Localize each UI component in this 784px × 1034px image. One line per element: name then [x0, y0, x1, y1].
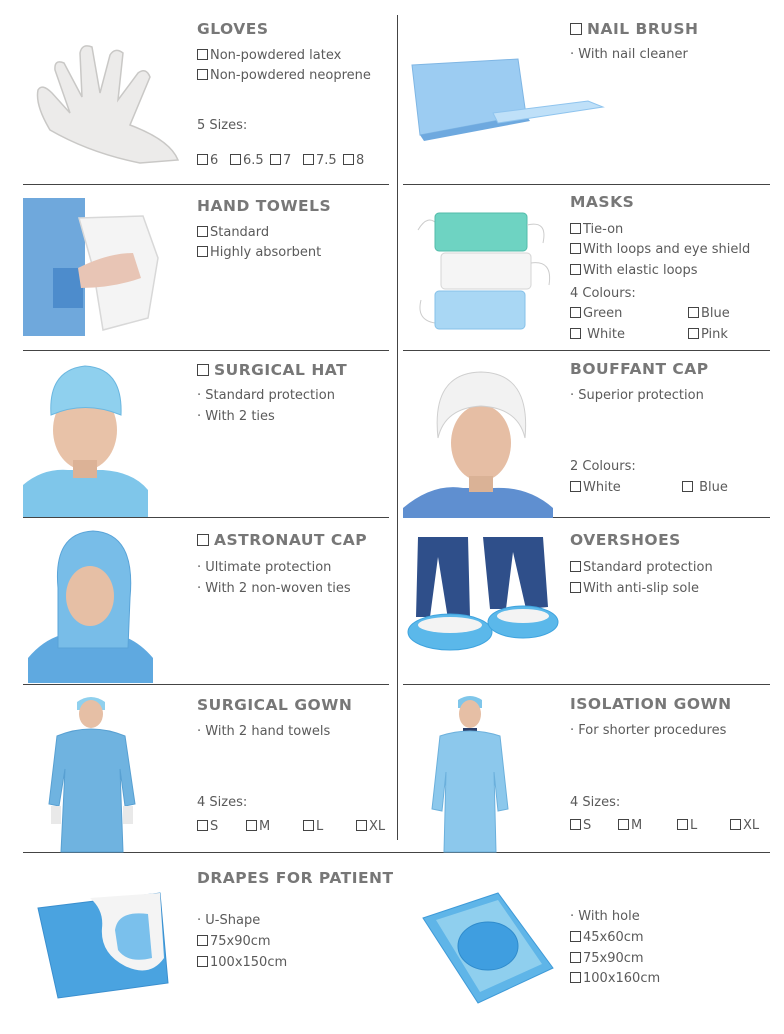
- hole-drape-image: [418, 888, 558, 1008]
- checkbox[interactable]: [343, 154, 354, 165]
- bouffant-colour-blue[interactable]: Blue: [682, 480, 728, 495]
- checkbox[interactable]: [730, 819, 741, 830]
- row-divider: [23, 684, 389, 685]
- surgical-gown-title: SURGICAL GOWN: [197, 696, 353, 714]
- gloves-title: GLOVES: [197, 20, 269, 38]
- isolation-gown-size-xl[interactable]: XL: [730, 818, 759, 833]
- bouffant-cap-image: [403, 368, 553, 518]
- checkbox[interactable]: [688, 328, 699, 339]
- gloves-sizes-label: 5 Sizes:: [197, 118, 248, 133]
- row-divider: [23, 517, 389, 518]
- surgical-gown-image: [45, 694, 140, 852]
- checkbox[interactable]: [570, 931, 581, 942]
- hole-size-100x160[interactable]: 100x160cm: [570, 971, 660, 986]
- checkbox[interactable]: [570, 582, 581, 593]
- astronaut-cap-feature: · Ultimate protection: [197, 560, 332, 575]
- isolation-gown-image: [430, 694, 510, 852]
- masks-option-eye-shield[interactable]: With loops and eye shield: [570, 242, 750, 257]
- isolation-gown-size-l[interactable]: L: [677, 818, 697, 833]
- u-shape-size-100x150[interactable]: 100x150cm: [197, 955, 287, 970]
- surgical-hat-image: [23, 360, 148, 517]
- checkbox[interactable]: [570, 972, 581, 983]
- checkbox[interactable]: [197, 246, 208, 257]
- gloves-option-latex[interactable]: Non-powdered latex: [197, 48, 341, 63]
- u-shape-drape-image: [30, 888, 170, 1003]
- checkbox[interactable]: [197, 935, 208, 946]
- masks-colour-white[interactable]: White: [570, 327, 625, 342]
- nail-brush-image: [408, 55, 608, 145]
- surgical-hat-title: SURGICAL HAT: [197, 361, 347, 379]
- bouffant-colour-white[interactable]: White: [570, 480, 621, 495]
- hand-towels-title: HAND TOWELS: [197, 197, 332, 215]
- glove-image: [30, 35, 190, 165]
- checkbox[interactable]: [618, 819, 629, 830]
- checkbox[interactable]: [570, 952, 581, 963]
- gloves-size-7-5[interactable]: 7.5: [303, 153, 337, 168]
- checkbox[interactable]: [570, 23, 582, 35]
- surgical-gown-size-m[interactable]: M: [246, 819, 270, 834]
- masks-colour-green[interactable]: Green: [570, 306, 622, 321]
- masks-colour-pink[interactable]: Pink: [688, 327, 728, 342]
- isolation-gown-size-m[interactable]: M: [618, 818, 642, 833]
- drapes-title: DRAPES FOR PATIENT: [197, 869, 394, 887]
- checkbox[interactable]: [570, 481, 581, 492]
- bouffant-cap-title: BOUFFANT CAP: [570, 360, 709, 378]
- checkbox[interactable]: [197, 364, 209, 376]
- u-shape-size-75x90[interactable]: 75x90cm: [197, 934, 271, 949]
- overshoes-option-standard[interactable]: Standard protection: [570, 560, 713, 575]
- checkbox[interactable]: [197, 534, 209, 546]
- hole-size-75x90[interactable]: 75x90cm: [570, 951, 644, 966]
- checkbox[interactable]: [570, 328, 581, 339]
- checkbox[interactable]: [246, 820, 257, 831]
- hole-feature: · With hole: [570, 909, 640, 924]
- hand-towels-option-standard[interactable]: Standard: [197, 225, 269, 240]
- checkbox[interactable]: [570, 243, 581, 254]
- bouffant-cap-feature: · Superior protection: [570, 388, 704, 403]
- row-divider: [23, 184, 389, 185]
- checkbox[interactable]: [570, 307, 581, 318]
- masks-colours-label: 4 Colours:: [570, 286, 636, 301]
- row-divider: [23, 350, 389, 351]
- checkbox[interactable]: [197, 69, 208, 80]
- surgical-gown-feature: · With 2 hand towels: [197, 724, 331, 739]
- checkbox[interactable]: [197, 956, 208, 967]
- surgical-gown-sizes-label: 4 Sizes:: [197, 795, 248, 810]
- nail-brush-feature: · With nail cleaner: [570, 47, 688, 62]
- surgical-gown-size-s[interactable]: S: [197, 819, 218, 834]
- hole-size-45x60[interactable]: 45x60cm: [570, 930, 644, 945]
- masks-image: [413, 205, 558, 335]
- checkbox[interactable]: [197, 820, 208, 831]
- gloves-option-neoprene[interactable]: Non-powdered neoprene: [197, 68, 371, 83]
- nail-brush-title: NAIL BRUSH: [570, 20, 698, 38]
- surgical-gown-size-xl[interactable]: XL: [356, 819, 385, 834]
- checkbox[interactable]: [303, 154, 314, 165]
- masks-title: MASKS: [570, 193, 635, 211]
- checkbox[interactable]: [570, 264, 581, 275]
- gloves-size-6[interactable]: 6: [197, 153, 218, 168]
- masks-option-tie-on[interactable]: Tie-on: [570, 222, 623, 237]
- row-divider: [23, 852, 770, 853]
- overshoes-image: [408, 537, 558, 657]
- surgical-gown-size-l[interactable]: L: [303, 819, 323, 834]
- checkbox[interactable]: [677, 819, 688, 830]
- u-shape-feature: · U-Shape: [197, 913, 261, 928]
- checkbox[interactable]: [303, 820, 314, 831]
- checkbox[interactable]: [197, 154, 208, 165]
- row-divider: [403, 184, 770, 185]
- gloves-size-6-5[interactable]: 6.5: [230, 153, 264, 168]
- surgical-hat-feature: · Standard protection: [197, 388, 335, 403]
- checkbox[interactable]: [570, 223, 581, 234]
- surgical-hat-feature: · With 2 ties: [197, 409, 275, 424]
- isolation-gown-size-s[interactable]: S: [570, 818, 591, 833]
- checkbox[interactable]: [570, 819, 581, 830]
- isolation-gown-feature: · For shorter procedures: [570, 723, 727, 738]
- checkbox[interactable]: [688, 307, 699, 318]
- checkbox[interactable]: [197, 226, 208, 237]
- bouffant-colours-label: 2 Colours:: [570, 459, 636, 474]
- column-divider: [397, 15, 398, 840]
- checkbox[interactable]: [197, 49, 208, 60]
- hand-towel-image: [23, 198, 163, 336]
- astronaut-cap-title: ASTRONAUT CAP: [197, 531, 367, 549]
- isolation-gown-title: ISOLATION GOWN: [570, 695, 732, 713]
- hand-towels-option-absorbent[interactable]: Highly absorbent: [197, 245, 321, 260]
- gloves-size-8[interactable]: 8: [343, 153, 364, 168]
- checkbox[interactable]: [682, 481, 693, 492]
- checkbox[interactable]: [356, 820, 367, 831]
- gloves-size-7[interactable]: 7: [270, 153, 291, 168]
- checkbox[interactable]: [570, 561, 581, 572]
- masks-option-elastic[interactable]: With elastic loops: [570, 263, 698, 278]
- astronaut-cap-feature: · With 2 non-woven ties: [197, 581, 351, 596]
- row-divider: [403, 684, 770, 685]
- overshoes-option-anti-slip[interactable]: With anti-slip sole: [570, 581, 699, 596]
- checkbox[interactable]: [270, 154, 281, 165]
- overshoes-title: OVERSHOES: [570, 531, 681, 549]
- astronaut-cap-image: [28, 528, 153, 683]
- masks-colour-blue[interactable]: Blue: [688, 306, 730, 321]
- checkbox[interactable]: [230, 154, 241, 165]
- row-divider: [403, 350, 770, 351]
- isolation-gown-sizes-label: 4 Sizes:: [570, 795, 621, 810]
